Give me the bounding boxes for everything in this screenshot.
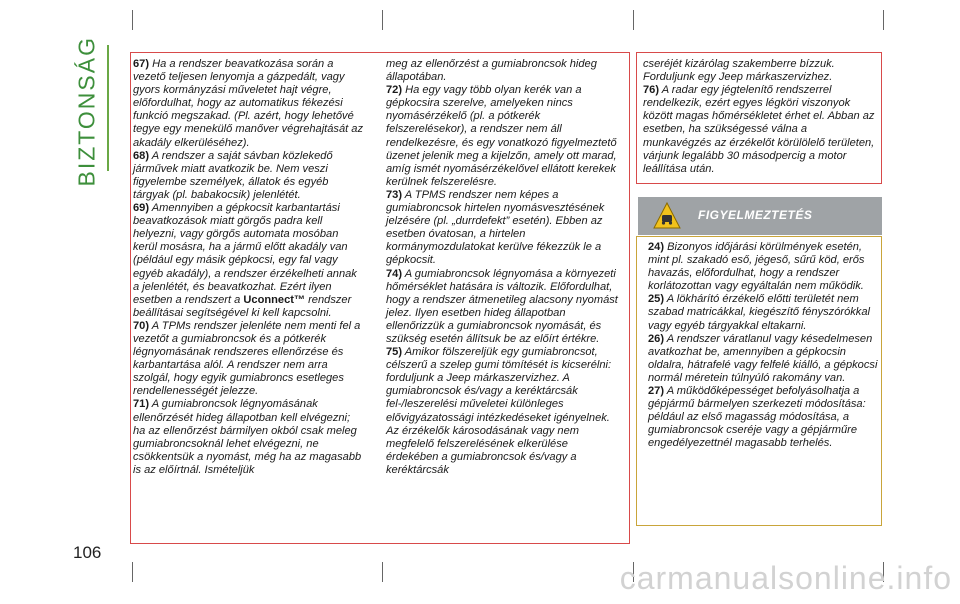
note-number: 25) (648, 293, 665, 306)
note-number: 72) (386, 84, 403, 97)
note-text: A gumiabroncsok légnyomásának ellenőrzését hideg állapotban kell elvégezni; ha az ellenőrzést bármilyen okból csak meleg gumiabroncsoknál lehet elvégezni, ne csökkentsük a nyomást, még ha az magasabb is az előírtnál. Ismételjük (133, 398, 362, 476)
note-number: 24) (648, 241, 665, 253)
warning-column (648, 241, 878, 451)
section-rule (107, 45, 109, 171)
note-number: 71) (133, 398, 150, 411)
note-number: 26) (648, 332, 665, 345)
note-text: Amennyiben a gépkocsit karbantartási beavatkozások miatt görgős padra kell helyezni, vagy görgős automata mosóban kerül mosásra, ha a jármű előtt akadály van (például egy másik gépkocsi, egy fal vagy egyéb akadály), a rendszer érzékelheti annak a jelenlétét, és beavatkozhat. Ezért ilyen esetben a rendszert a (133, 202, 357, 306)
note-paragraph (648, 241, 878, 293)
note-text: cseréjét kizárólag szakemberre bízzuk. Forduljunk egy Jeep márkaszervizhez. (643, 58, 835, 84)
note-number: 68) (133, 149, 150, 162)
note-text: Bizonyos időjárási körülmények esetén, mint pl. szakadó eső, jégeső, sűrű köd, erős havazás, előfordulhat, hogy a rendszer korlátozottan vagy egyáltalán nem működik. (648, 241, 865, 293)
warning-notes-column-1 (133, 58, 365, 477)
crop-mark (382, 10, 383, 30)
warning-notes-column-2 (386, 58, 622, 477)
crop-mark (382, 562, 383, 582)
note-text: A radar egy jégtelenítő rendszerrel rendelkezik, ezért egyes légköri viszonyok között magas hőmérsékletet érhet el. Abban az esetben, ha szükségessé válna a munkavégzés az érzékelőt körülölelő területen, várjunk legalább 30 másodpercig a motor leállítása után. (643, 84, 875, 175)
note-paragraph (643, 84, 876, 176)
note-number: 74) (386, 267, 403, 280)
warning-title: FIGYELMEZTETÉS (698, 208, 813, 222)
note-paragraph (133, 398, 365, 477)
note-text: meg az ellenőrzést a gumiabroncsok hideg állapotában. (386, 58, 597, 84)
note-text: A rendszer váratlanul vagy késedelmesen avatkozhat be, amennyiben a gépkocsin oldalra, hátrafelé vagy felfelé kiálló, a gépkocsi normál méretein túlnyúló rakomány van. (648, 332, 878, 384)
note-number: 73) (386, 188, 403, 201)
note-paragraph (133, 58, 365, 150)
note-text: A gumiabroncsok légnyomása a környezeti hőmérséklet hatására is változik. Előfordulhat, hogy a rendszer átmenetileg alacsony nyomást jelez. Ilyen esetben hideg állapotban ellenőrizzük a gumiabroncsok nyomását, és szükség esetén állítsuk be az előírt értékre. (386, 267, 618, 345)
note-text: Ha a rendszer beavatkozása során a vezető teljesen lenyomja a gázpedált, vagy gyors kormányzási műveletet hajt végre, előfordulhat, hogy az automatikus fékezési funkció megszakad. (Pl. azért, hogy lehetővé tegye egy menekülő manőver végrehajtását az akadály elkerüléséhez). (133, 58, 364, 149)
note-paragraph (133, 202, 365, 320)
note-paragraph (643, 58, 876, 84)
crop-mark (132, 10, 133, 30)
crop-mark (883, 10, 884, 30)
note-number: 27) (648, 385, 665, 398)
note-paragraph (386, 58, 622, 84)
note-text: A rendszer a saját sávban közlekedő járművek miatt avatkozik be. Nem veszi figyelembe személyek, állatok és egyéb tárgyak (pl. babakocsik) jelenlétét. (133, 149, 333, 201)
note-text: A TPMS rendszer nem képes a gumiabroncsok hirtelen nyomásvesztésének jelzésére (pl. „durrdefekt” esetén). Ebben az esetben óvatosan, a hirtelen kormánymozdulatokat kerülve fékezzük le a gépkocsit. (386, 188, 605, 267)
note-paragraph (648, 293, 878, 332)
note-paragraph (386, 189, 622, 268)
note-number: 69) (133, 202, 150, 215)
note-paragraph (648, 385, 878, 450)
note-number: 67) (133, 58, 150, 70)
note-text: Ha egy vagy több olyan kerék van a gépkocsira szerelve, amelyeken nincs nyomásérzékelő (pl. a pótkerék felszerelésekor), a rendszer nem áll rendelkezésre, és egy vonatkozó figyelmeztető üzenet jelenik meg a kijelzőn, amely ott marad, amíg ismét nyomásérzékelővel ellátott kerekek kerülnek felszerelésre. (386, 84, 617, 188)
note-paragraph (386, 268, 622, 347)
page-number: 106 (73, 543, 102, 562)
note-number: 76) (643, 84, 660, 97)
note-text: A működőképességet befolyásolhatja a gépjármű bármelyen szerkezeti módosítása: például az első magasság módosítása, a gumiabroncsok cseréje vagy a gépjárműre engedélyezettnél magasabb terhelés. (648, 385, 866, 450)
note-text: A lökhárító érzékelő előtti területét nem szabad matricákkal, kiegészítő fényszórókkal vagy egyéb tárgyakkal eltakarni. (648, 293, 870, 332)
note-number: 70) (133, 319, 150, 332)
warning-triangle-icon (652, 201, 682, 231)
note-bold-term: Uconnect™ (243, 293, 306, 306)
note-text: A TPMs rendszer jelenléte nem menti fel a vezetőt a gumiabroncsok és a pótkerék légnyomásának rendszeres ellenőrzése és karbantartása alól. A rendszer nem arra szolgál, hogy egyik gumiabroncs esetleges rendellenességét jelezze. (133, 319, 361, 398)
note-paragraph (133, 320, 365, 399)
note-number: 75) (386, 346, 403, 359)
note-paragraph (648, 333, 878, 385)
note-paragraph (386, 346, 622, 477)
watermark: carmanualsonline.info (619, 560, 952, 596)
warning-notes-column-3 (643, 58, 876, 176)
crop-mark (633, 10, 634, 30)
note-paragraph (133, 150, 365, 202)
note-text: Amikor fölszereljük egy gumiabroncsot, célszerű a szelep gumi tömítését is kicserélni: forduljunk a Jeep márkaszervizhez. A gumiabroncsok és/vagy a keréktárcsák fel-/leszerelési műveletei különleges elővigyázatossági intézkedéseket igényelnek. Az érzékelők károsodásának vagy nem megfelelő felszerelésének elkerülése érdekében a gumiabroncsok és/vagy a keréktárcsák (386, 346, 612, 476)
section-title: BIZTONSÁG (73, 36, 100, 187)
crop-mark (132, 562, 133, 582)
note-paragraph (386, 84, 622, 189)
warning-banner (638, 197, 882, 235)
note-text: rendszer beállításai segítségével ki kell kapcsolni. (133, 293, 352, 319)
